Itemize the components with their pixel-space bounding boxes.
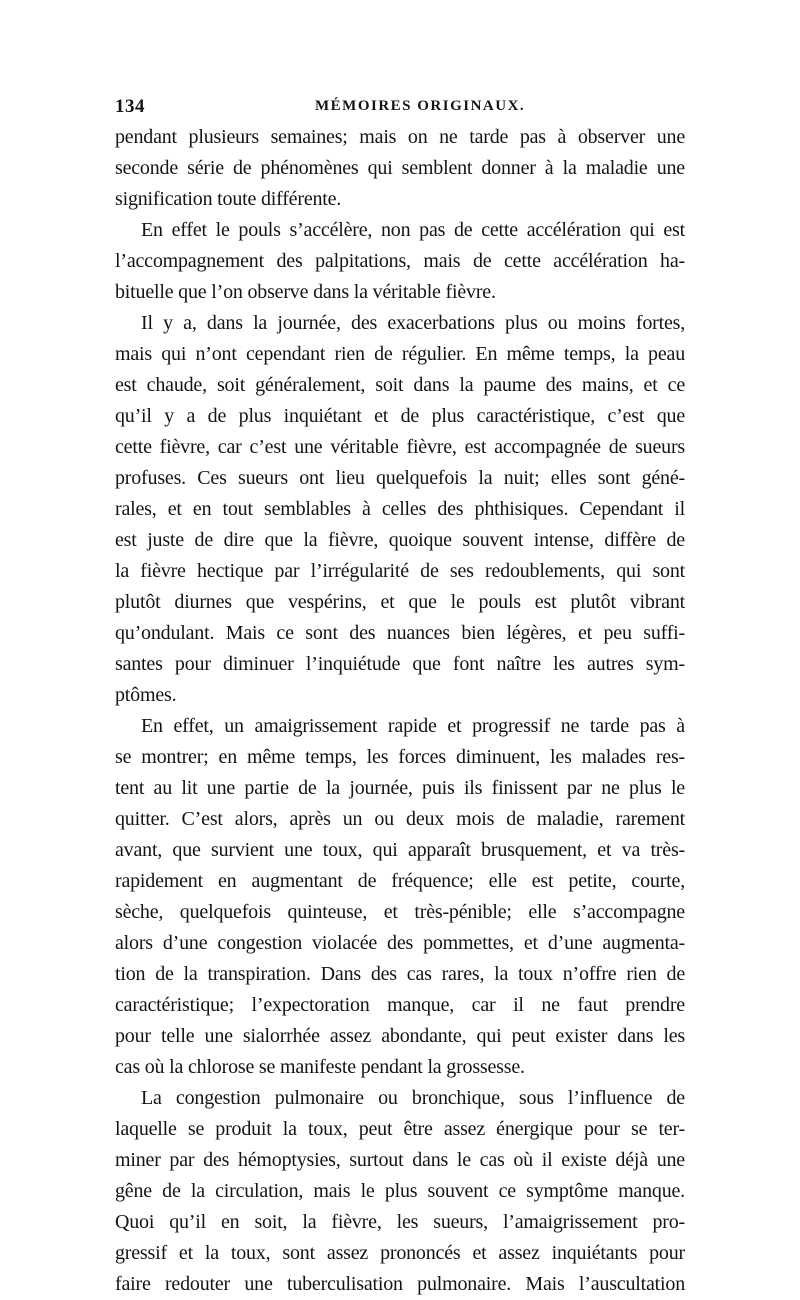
text-line: qu’il y a de plus inquiétant et de plus caractéristique, c’est que — [115, 405, 685, 427]
text-line: rapidement en augmentant de fréquence; elle est petite, courte, — [115, 870, 685, 892]
text-line: bituelle que l’on observe dans la véritable fièvre. — [115, 281, 496, 303]
text-line: pour telle une sialorrhée assez abondante, qui peut exister dans les — [115, 1025, 685, 1047]
text-line: cas où la chlorose se manifeste pendant la grossesse. — [115, 1056, 525, 1078]
text-line: En effet, un amaigrissement rapide et progressif ne tarde pas à — [141, 715, 685, 737]
text-line: Quoi qu’il en soit, la fièvre, les sueurs, l’amaigrissement pro- — [115, 1211, 685, 1233]
text-line: miner par des hémoptysies, surtout dans le cas où il existe déjà une — [115, 1149, 685, 1171]
text-line: quitter. C’est alors, après un ou deux mois de maladie, rarement — [115, 808, 685, 830]
running-title: MÉMOIRES ORIGINAUX. — [315, 98, 526, 114]
text-line: est juste de dire que la fièvre, quoique souvent intense, diffère de — [115, 529, 685, 551]
body-text — [115, 122, 685, 1300]
text-line: qu’ondulant. Mais ce sont des nuances bien légères, et peu suffi- — [115, 622, 685, 644]
text-line: l’accompagnement des palpitations, mais de cette accélération ha- — [115, 250, 685, 272]
text-line: laquelle se produit la toux, peut être assez énergique pour se ter- — [115, 1118, 685, 1140]
text-line: En effet le pouls s’accélère, non pas de cette accélération qui est — [141, 219, 685, 241]
text-line: cette fièvre, car c’est une véritable fièvre, est accompagnée de sueurs — [115, 436, 685, 458]
text-line: signification toute différente. — [115, 188, 342, 210]
text-line: santes pour diminuer l’inquiétude que font naître les autres sym- — [115, 653, 685, 675]
text-line: la fièvre hectique par l’irrégularité de ses redoublements, qui sont — [115, 560, 685, 582]
text-line: pendant plusieurs semaines; mais on ne tarde pas à observer une — [115, 126, 685, 148]
text-line: caractéristique; l’expectoration manque, car il ne faut prendre — [115, 994, 685, 1016]
text-line: Il y a, dans la journée, des exacerbations plus ou moins fortes, — [141, 312, 685, 334]
text-line: sèche, quelquefois quinteuse, et très-pénible; elle s’accompagne — [115, 901, 685, 923]
text-line: ptômes. — [115, 684, 177, 706]
text-line: faire redouter une tuberculisation pulmonaire. Mais l’auscultation — [115, 1273, 685, 1295]
text-line: se montrer; en même temps, les forces diminuent, les malades res- — [115, 746, 685, 768]
text-line: est chaude, soit généralement, soit dans la paume des mains, et ce — [115, 374, 685, 396]
running-head — [115, 96, 685, 122]
text-line: plutôt diurnes que vespérins, et que le pouls est plutôt vibrant — [115, 591, 685, 613]
text-line: gêne de la circulation, mais le plus souvent ce symptôme manque. — [115, 1180, 685, 1202]
text-line: gressif et la toux, sont assez prononcés et assez inquiétants pour — [115, 1242, 685, 1264]
text-line: alors d’une congestion violacée des pommettes, et d’une augmenta- — [115, 932, 685, 954]
text-line: tion de la transpiration. Dans des cas rares, la toux n’offre rien de — [115, 963, 685, 985]
text-line: tent au lit une partie de la journée, puis ils finissent par ne plus le — [115, 777, 685, 799]
page-number: 134 — [115, 96, 145, 117]
text-line: avant, que survient une toux, qui apparaît brusquement, et va très- — [115, 839, 685, 861]
text-line: La congestion pulmonaire ou bronchique, sous l’influence de — [141, 1087, 685, 1109]
text-line: mais qui n’ont cependant rien de régulier. En même temps, la peau — [115, 343, 685, 365]
text-line: seconde série de phénomènes qui semblent donner à la maladie une — [115, 157, 685, 179]
text-line: rales, et en tout semblables à celles des phthisiques. Cependant il — [115, 498, 685, 520]
text-line: profuses. Ces sueurs ont lieu quelquefois la nuit; elles sont géné- — [115, 467, 685, 489]
